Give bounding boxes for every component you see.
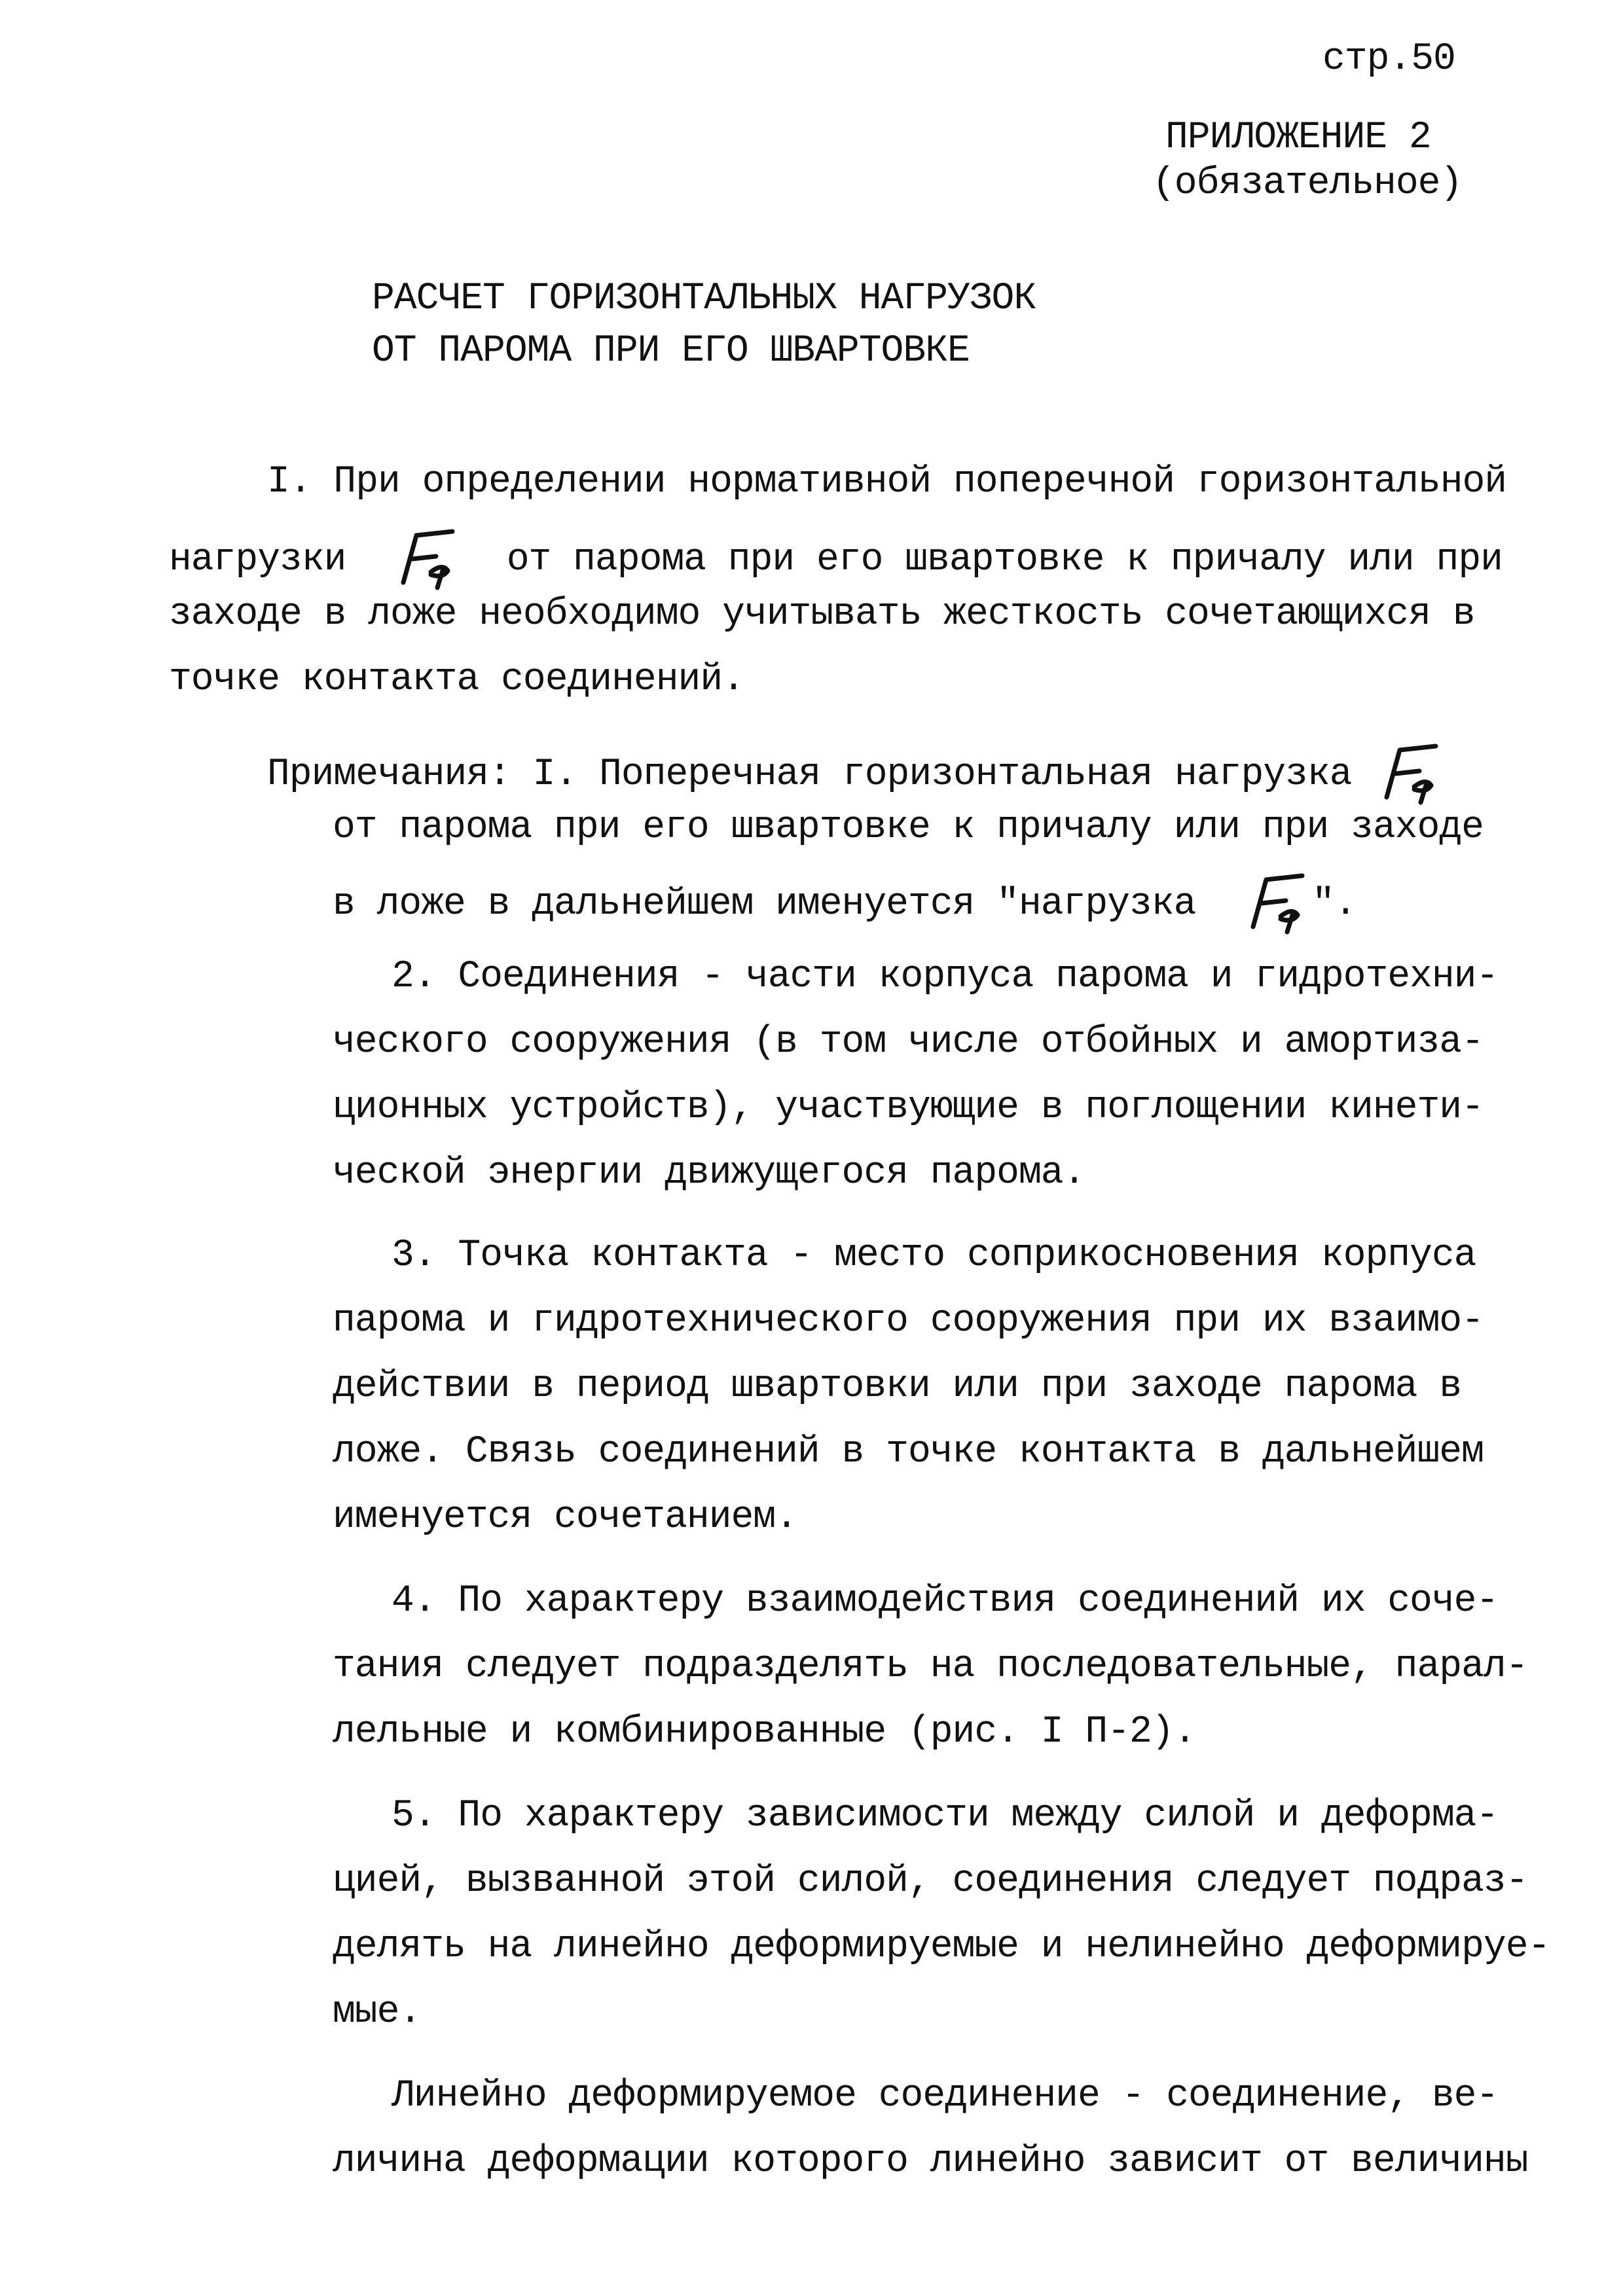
note-1-line-1-text: Примечания: I. Поперечная горизонтальная нагрузка: [267, 753, 1352, 796]
document-title-line-2: ОТ ПАРОМА ПРИ ЕГО ШВАРТОВКЕ: [372, 330, 970, 372]
document-title-line-1: РАСЧЕТ ГОРИЗОНТАЛЬНЫХ НАГРУЗОК: [372, 278, 1036, 320]
section-5-line-3: делять на линейно деформируемые и нелинейно деформируе-: [333, 1926, 1550, 1968]
definition-line-2: личина деформации которого линейно зависит от величины: [333, 2140, 1528, 2183]
load-symbol-icon: [1374, 745, 1446, 804]
section-5-line-2: цией, вызванной этой силой, соединения следует подраз-: [333, 1860, 1528, 1903]
note-2-line-1: 2. Соединения - части корпуса парома и гидротехни-: [392, 956, 1499, 998]
note-1-line-2: от парома при его швартовке к причалу или при заходе: [333, 806, 1484, 849]
note-2-line-4: ческой энергии движущегося парома.: [333, 1152, 1085, 1194]
section-1-line-4: точке контакта соединений.: [169, 658, 744, 701]
section-1-line-2-end: от парома при его швартовке к причалу или при: [506, 539, 1503, 581]
section-5-line-1: 5. По характеру зависимости между силой и деформа-: [392, 1795, 1499, 1837]
note-1-line-3: [333, 874, 1357, 933]
load-symbol-icon: [390, 530, 462, 589]
load-symbol-icon: [1240, 874, 1312, 933]
section-1-line-3: заходе в ложе необходимо учитывать жесткость сочетающихся в: [169, 593, 1475, 636]
page-number: стр.50: [1322, 38, 1455, 81]
note-3-line-5: именуется сочетанием.: [333, 1496, 797, 1539]
note-1-line-3-start: в ложе в дальнейшем именуется "нагрузка: [333, 883, 1196, 925]
note-1-line-1: [267, 745, 1446, 804]
note-3-line-1: 3. Точка контакта - место соприкосновения корпуса: [392, 1234, 1476, 1277]
definition-line-1: Линейно деформируемое соединение - соединение, ве-: [392, 2075, 1499, 2117]
section-1-line-2: [169, 530, 1503, 589]
section-5-line-4: мые.: [333, 1991, 422, 2034]
section-4-line-3: лельные и комбинированные (рис. I П-2).: [333, 1711, 1196, 1753]
section-1-line-2-start: нагрузки: [169, 539, 346, 581]
section-1-line-1: I. При определении нормативной поперечной горизонтальной: [267, 461, 1507, 503]
appendix-note: (обязательное): [1152, 162, 1463, 205]
note-3-line-4: ложе. Связь соединений в точке контакта в дальнейшем: [333, 1431, 1484, 1473]
note-3-line-3: действии в период швартовки или при заходе парома в: [333, 1365, 1462, 1408]
note-3-line-2: парома и гидротехнического сооружения при их взаимо-: [333, 1300, 1484, 1342]
section-4-line-2: тания следует подразделять на последовательные, парал-: [333, 1645, 1528, 1688]
note-2-line-3: ционных устройств), участвующие в поглощении кинети-: [333, 1086, 1484, 1129]
section-4-line-1: 4. По характеру взаимодействия соединений их соче-: [392, 1580, 1499, 1623]
note-1-line-3-end: ".: [1312, 883, 1357, 925]
note-2-line-2: ческого сооружения (в том числе отбойных и амортиза-: [333, 1021, 1484, 1064]
appendix-title: ПРИЛОЖЕНИЕ 2: [1165, 117, 1431, 159]
